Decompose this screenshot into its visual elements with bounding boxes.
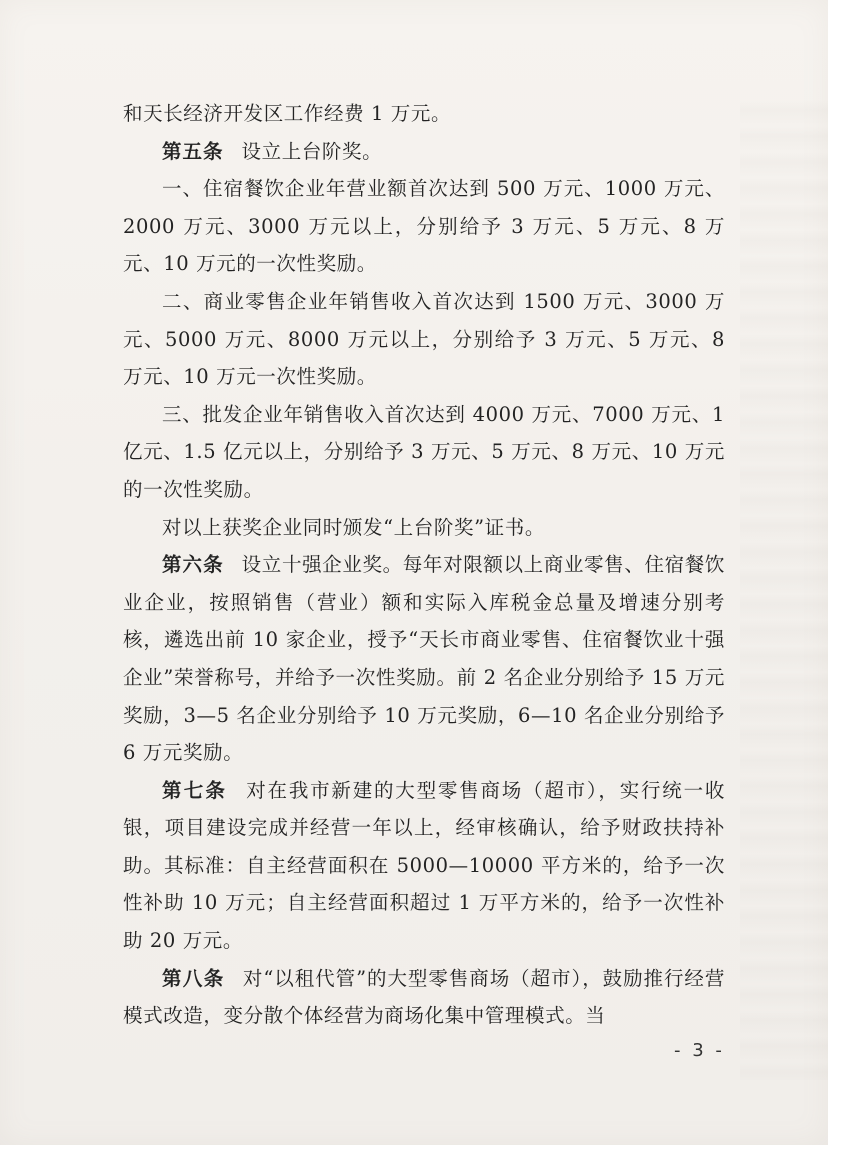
article-8-label: 第八条 bbox=[162, 966, 225, 990]
article-5-item-1: 一、住宿餐饮企业年营业额首次达到 500 万元、1000 万元、2000 万元、3000 万元以上，分别给予 3 万元、5 万元、8 万元、10 万元的一次性奖励。 bbox=[123, 177, 725, 276]
article-8-text: 对“以租代管”的大型零售商场（超市），鼓励推行经营模式改造，变分散个体经营为商场化集中管理模式。当 bbox=[123, 966, 725, 1028]
article-7-paragraph bbox=[123, 772, 725, 960]
article-7-text: 对在我市新建的大型零售商场（超市），实行统一收银，项目建设完成并经营一年以上，经审核确认，给予财政扶持补助。其标准：自主经营面积在 5000—10000 平方米的，给予一次性补助 10 万元；自主经营面积超过 1 万平方米的，给予一次性补助 20 万元。 bbox=[123, 778, 725, 953]
article-8-paragraph bbox=[123, 960, 725, 1035]
page-number: - 3 - bbox=[674, 1040, 725, 1061]
article-5-text: 设立上台阶奖。 bbox=[241, 139, 383, 163]
reverse-side-bleed-through bbox=[740, 100, 828, 1080]
article-7-label: 第七条 bbox=[162, 778, 228, 802]
article-5-label: 第五条 bbox=[162, 139, 224, 163]
document-body bbox=[123, 95, 725, 1035]
article-5-item-3: 三、批发企业年销售收入首次达到 4000 万元、7000 万元、1 亿元、1.5 亿元以上，分别给予 3 万元、5 万元、8 万元、10 万元的一次性奖励。 bbox=[123, 402, 725, 501]
article-6-label: 第六条 bbox=[162, 553, 224, 577]
article-6-text: 设立十强企业奖。每年对限额以上商业零售、住宿餐饮业企业，按照销售（营业）额和实际入库税金总量及增速分别考核，遴选出前 10 家企业，授予“天长市商业零售、住宿餐饮业十强企业”荣誉称号，并给予一次性奖励。前 2 名企业分别给予 15 万元奖励，3—5 名企业分别给予 10 万元奖励，6—10 名企业分别给予 6 万元奖励。 bbox=[123, 553, 725, 765]
article-5-item-2: 二、商业零售企业年销售收入首次达到 1500 万元、3000 万元、5000 万元、8000 万元以上，分别给予 3 万元、5 万元、8 万元、10 万元一次性奖励。 bbox=[123, 289, 725, 389]
article-5-certificate-note: 对以上获奖企业同时颁发“上台阶奖”证书。 bbox=[162, 515, 545, 539]
continued-paragraph: 和天长经济开发区工作经费 1 万元。 bbox=[123, 102, 452, 125]
article-6-paragraph bbox=[123, 546, 725, 772]
article-5-heading bbox=[123, 133, 725, 171]
